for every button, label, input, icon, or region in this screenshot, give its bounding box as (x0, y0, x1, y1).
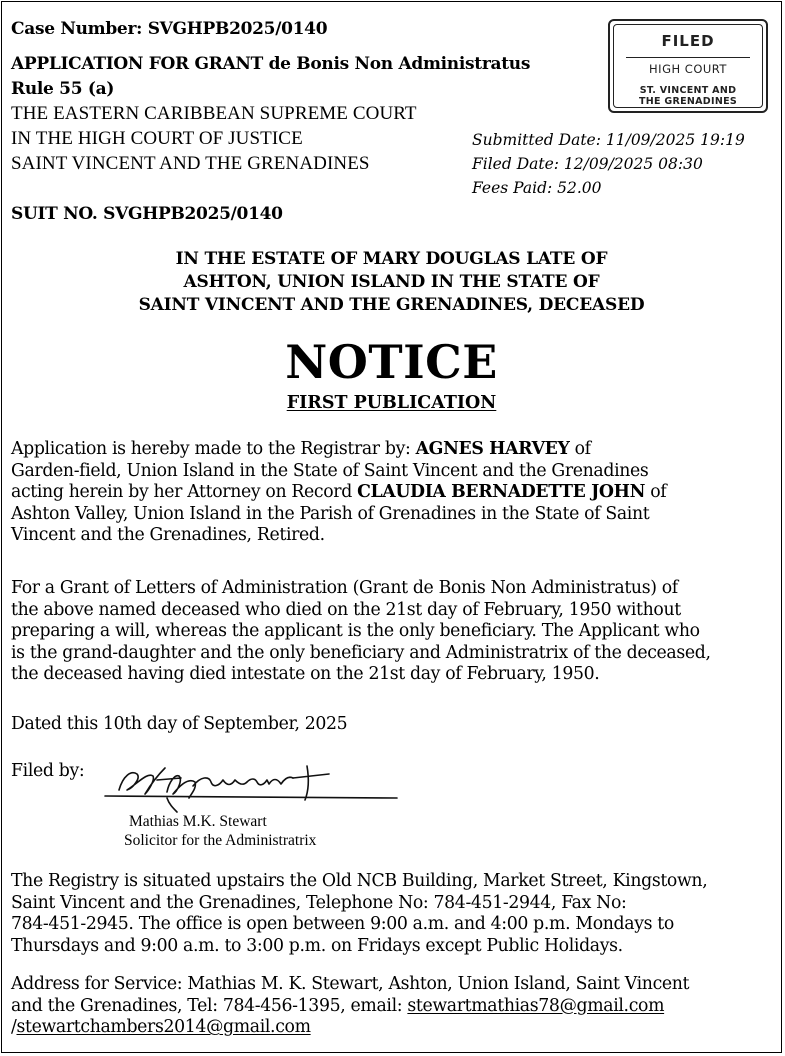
court-division: IN THE HIGH COURT OF JUSTICE (11, 128, 303, 149)
estate-line-1: IN THE ESTATE OF MARY DOUGLAS LATE OF (175, 249, 608, 269)
grant-paragraph: For a Grant of Letters of Administration (Grant de Bonis Non Administratus) of the above named deceased who died on the 21st day of February, 1950 without preparing a will, whereas the applicant is the only beneficiary. The Applicant who is the grand-daughter and the only beneficiary and Administratrix of the deceased, the deceased having died intestate on the 21st day of February, 1950. (11, 578, 711, 684)
signatory-name: Mathias M.K. Stewart (129, 813, 267, 830)
estate-line-2: ASHTON, UNION ISLAND IN THE STATE OF (183, 272, 600, 292)
filed-by-label: Filed by: (11, 761, 85, 781)
signature-image (97, 754, 417, 814)
estate-line-3: SAINT VINCENT AND THE GRENADINES, DECEASED (138, 295, 645, 315)
application-rule: Rule 55 (a) (11, 79, 115, 99)
stamp-divider (626, 57, 750, 58)
notice-title: NOTICE (285, 335, 498, 389)
stamp-place-line2: THE GRENADINES (638, 96, 738, 107)
applicant-name: AGNES HARVEY (415, 439, 570, 459)
service-paragraph: Address for Service: Mathias M. K. Stewart, Ashton, Union Island, Saint Vincent and the Grenadines, Tel: 784-456-1395, email: stewartmathias78@gmail.com /stewartchambers2014@gmail.com (11, 974, 690, 1037)
publication-label: FIRST PUBLICATION (286, 393, 497, 413)
fees-paid: Fees Paid: 52.00 (472, 179, 602, 197)
stamp-place-line1: ST. VINCENT AND (639, 85, 737, 96)
dated-line: Dated this 10th day of September, 2025 (11, 714, 348, 734)
case-number: Case Number: SVGHPB2025/0140 (11, 19, 328, 39)
email-link-secondary[interactable]: stewartchambers2014@gmail.com (16, 1017, 311, 1037)
filed-date: Filed Date: 12/09/2025 08:30 (472, 155, 703, 173)
submitted-date: Submitted Date: 11/09/2025 19:19 (472, 131, 745, 149)
application-title: APPLICATION FOR GRANT de Bonis Non Administratus (11, 54, 531, 74)
registry-paragraph: The Registry is situated upstairs the Old NCB Building, Market Street, Kingstown, Saint Vincent and the Grenadines, Telephone No: 784-451-2944, Fax No: 784-451-2945. The office is open between 9:00 a.m. and 4:00 p.m. Mondays to Thursdays and 9:00 a.m. to 3:00 p.m. on Fridays except Public Holidays. (11, 871, 708, 956)
notice-document (1, 1, 782, 1053)
email-link-primary[interactable]: stewartmathias78@gmail.com (407, 995, 665, 1016)
suit-number: SUIT NO. SVGHPB2025/0140 (11, 204, 283, 224)
filed-stamp (608, 19, 768, 113)
court-name: THE EASTERN CARIBBEAN SUPREME COURT (11, 103, 417, 124)
application-paragraph: Application is hereby made to the Registrar by: AGNES HARVEY of Garden-field, Union Island in the State of Saint Vincent and the Grenadines acting herein by her Attorney on Record CLAUDIA BERNADETTE JOHN of Ashton Valley, Union Island in the Parish of Grenadines in the State of Saint Vincent and the Grenadines, Retired. (11, 439, 667, 545)
court-jurisdiction: SAINT VINCENT AND THE GRENADINES (11, 153, 370, 174)
stamp-court-text: HIGH COURT (649, 62, 727, 76)
stamp-filed-text: FILED (661, 32, 715, 50)
signatory-role: Solicitor for the Administratrix (124, 832, 317, 849)
attorney-name: CLAUDIA BERNADETTE JOHN (357, 482, 646, 502)
